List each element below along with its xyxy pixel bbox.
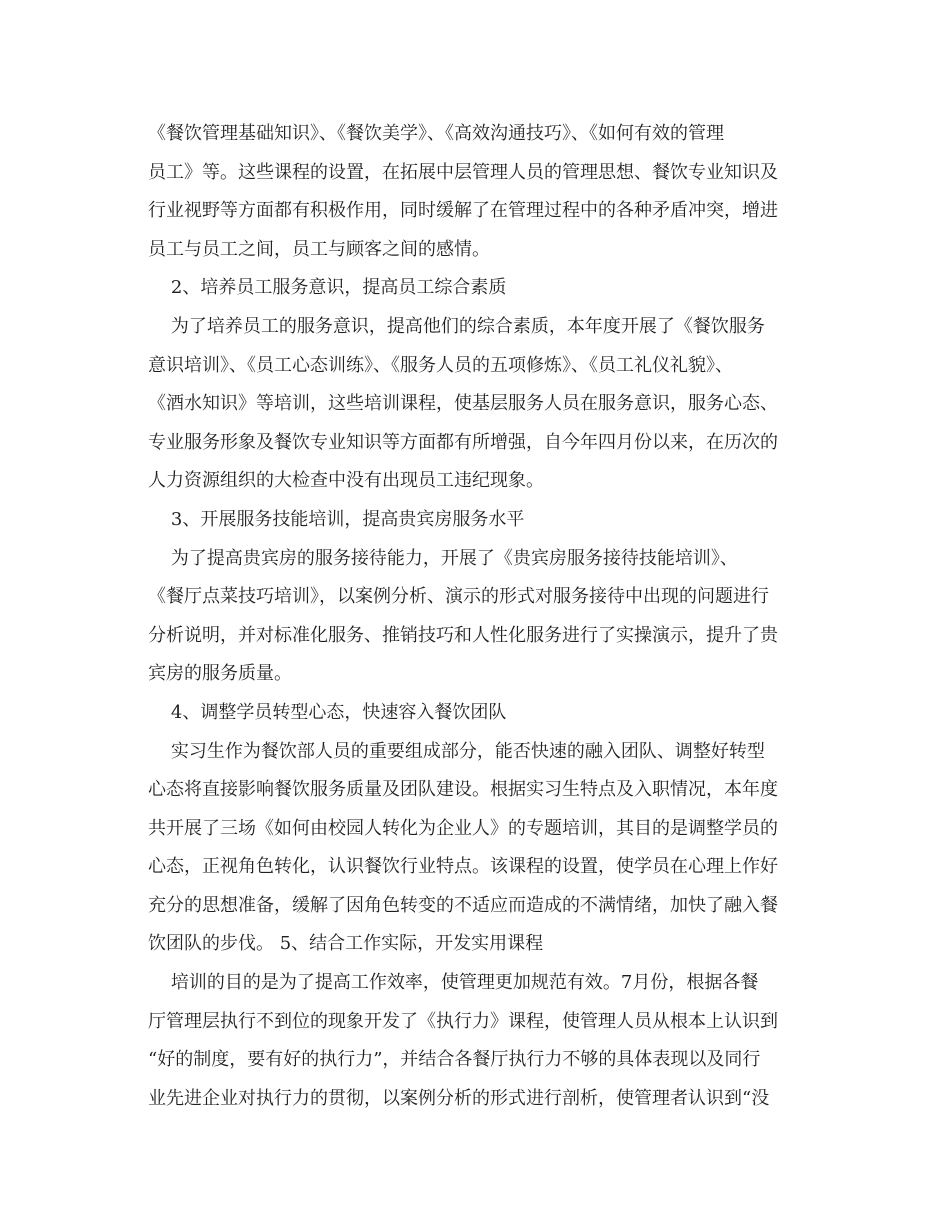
text-line: 员工与员工之间，员工与顾客之间的感情。 [148,238,490,260]
text-line: 《酒水知识》等培训，这些培训课程，使基层服务人员在服务意识，服务心态、 [148,393,778,415]
text-line: 心态，正视角色转化，认识餐饮行业特点。该课程的设置，使学员在心理上作好 [148,856,778,878]
text-line: 《餐饮管理基础知识》、《餐饮美学》、《高效沟通技巧》、《如何有效的管理 [148,123,724,144]
text-line: 为了培养员工的服务意识，提高他们的综合素质，本年度开展了《餐饮服务 [148,315,765,337]
text-line: 业先进企业对执行力的贯彻，以案例分析的形式进行剖析，使管理者认识到“没 [148,1087,770,1109]
text-line: 意识培训》、《员工心态训练》、《服务人员的五项修炼》、《员工礼仪礼貌》、 [148,354,733,376]
text-line: 人力资源组织的大检查中没有出现员工违纪现象。 [148,470,544,492]
text-line: 饮团队的步伐。 5、结合工作实际，开发实用课程 [148,933,544,955]
text-line: 行业视野等方面都有积极作用，同时缓解了在管理过程中的各种矛盾冲突，增进 [148,200,778,222]
section-heading: 4、调整学员转型心态，快速容入餐饮团队 [148,701,507,723]
text-line: “好的制度，要有好的执行力”，并结合各餐厅执行力不够的具体表现以及同行 [148,1049,761,1071]
text-line: 厅管理层执行不到位的现象开发了《执行力》课程，使管理人员从根本上认识到 [148,1010,778,1032]
text-line: 《餐厅点菜技巧培训》，以案例分析、演示的形式对服务接待中出现的问题进行 [148,586,769,608]
text-line: 培训的目的是为了提高工作效率，使管理更加规范有效。7月份，根据各餐 [148,972,759,994]
text-line: 宾房的服务质量。 [148,663,292,685]
text-line: 分析说明，并对标准化服务、推销技巧和人性化服务进行了实操演示，提升了贵 [148,624,778,646]
section-heading: 3、开展服务技能培训，提高贵宾房服务水平 [148,508,525,530]
document-body [148,115,808,1118]
text-line: 充分的思想准备，缓解了因角色转变的不适应而造成的不满情绪，加快了融入餐 [148,894,778,916]
text-line: 共开展了三场《如何由校园人转化为企业人》的专题培训，其目的是调整学员的 [148,817,778,839]
section-heading: 2、培养员工服务意识，提高员工综合素质 [148,277,507,299]
text-line: 员工》等。这些课程的设置，在拓展中层管理人员的管理思想、餐饮专业知识及 [148,161,778,183]
text-line: 为了提高贵宾房的服务接待能力，开展了《贵宾房服务接待技能培训》、 [148,547,738,569]
text-line: 专业服务形象及餐饮专业知识等方面都有所增强，自今年四月份以来，在历次的 [148,431,778,453]
text-line: 实习生作为餐饮部人员的重要组成部分，能否快速的融入团队、调整好转型 [148,740,765,762]
text-line: 心态将直接影响餐饮服务质量及团队建设。根据实习生特点及入职情况，本年度 [148,779,778,801]
